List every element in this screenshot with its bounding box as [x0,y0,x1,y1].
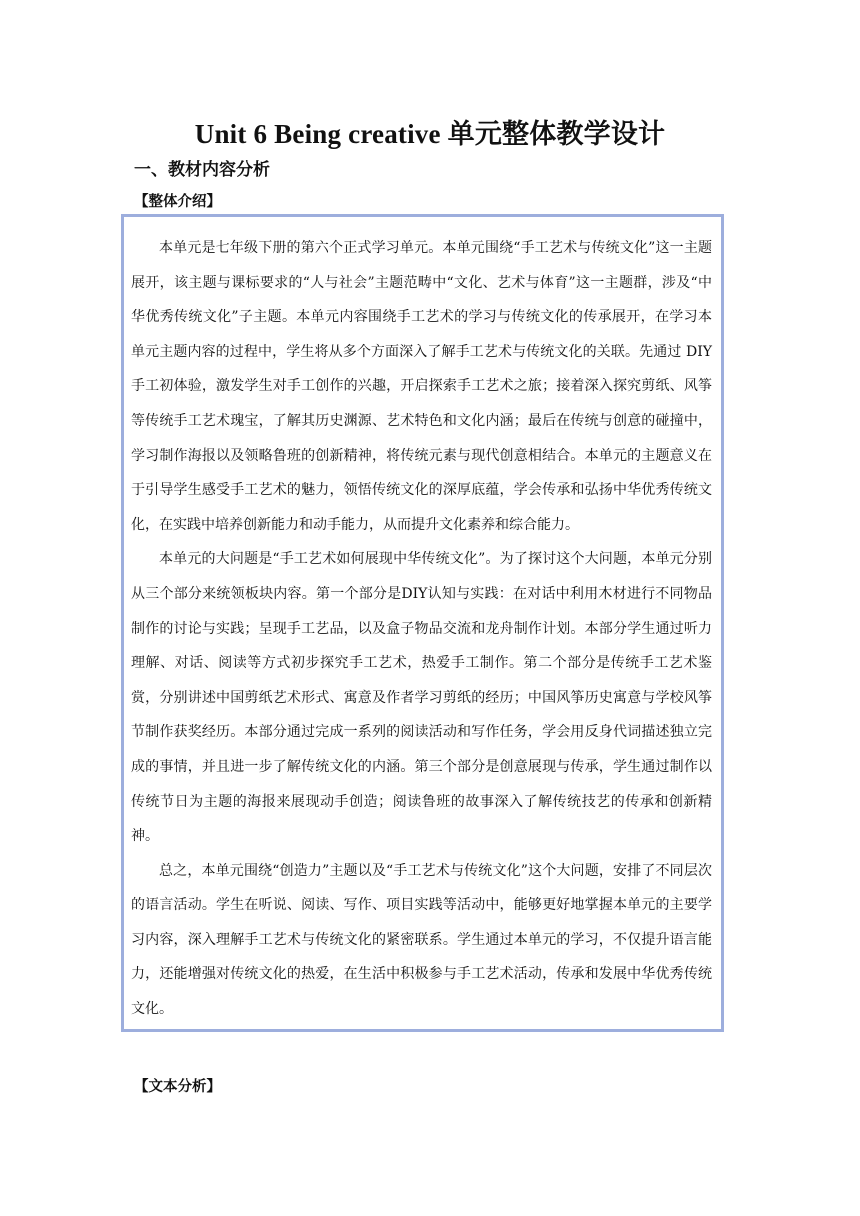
text-analysis-heading: 【文本分析】 [134,1079,221,1095]
overview-text-box [121,214,724,1032]
overview-paragraph-3: 总之，本单元围绕“创造力”主题以及“手工艺术与传统文化”这个大问题，安排了不同层次的语言活动。学生在听说、阅读、写作、项目实践等活动中，能够更好地掌握本单元的主要学习内容，深入理解手工艺术与传统文化的紧密联系。学生通过本单元的学习，不仅提升语言能力，还能增强对传统文化的热爱，在生活中积极参与手工艺术活动，传承和发展中华优秀传统文化。 [131,862,712,1018]
page-title: Unit 6 Being creative 单元整体教学设计 [194,119,666,149]
overview-heading: 【整体介绍】 [134,194,221,210]
overview-paragraph-1: 本单元是七年级下册的第六个正式学习单元。本单元围绕“手工艺术与传统文化”这一主题展开，该主题与课标要求的“人与社会”主题范畴中“文化、艺术与体育”这一主题群，涉及“中华优秀传统文化”子主题。本单元内容围绕手工艺术的学习与传统文化的传承展开，在学习本单元主题内容的过程中，学生将从多个方面深入了解手工艺术与传统文化的关联。先通过 DIY 手工初体验，激发学生对手工创作的兴趣，开启探索手工艺术之旅；接着深入探究剪纸、风筝等传统手工艺术瑰宝，了解其历史渊源、艺术特色和文化内涵；最后在传统与创意的碰撞中，学习制作海报以及领略鲁班的创新精神，将传统元素与现代创意相结合。本单元的主题意义在于引导学生感受手工艺术的魅力，领悟传统文化的深厚底蕴，学会传承和弘扬中华优秀传统文化，在实践中培养创新能力和动手能力，从而提升文化素养和综合能力。 [131,240,712,533]
overview-paragraph-2: 本单元的大问题是“手工艺术如何展现中华传统文化”。为了探讨这个大问题，本单元分别从三个部分来统领板块内容。第一个部分是DIY认知与实践：在对话中利用木材进行不同物品制作的讨论与实践；呈现手工艺品，以及盒子物品交流和龙舟制作计划。本部分学生通过听力理解、对话、阅读等方式初步探究手工艺术，热爱手工制作。第二个部分是传统手工艺术鉴赏，分别讲述中国剪纸艺术形式、寓意及作者学习剪纸的经历；中国风筝历史寓意与学校风筝节制作获奖经历。本部分通过完成一系列的阅读活动和写作任务，学会用反身代词描述独立完成的事情，并且进一步了解传统文化的内涵。第三个部分是创意展现与传承，学生通过制作以传统节日为主题的海报来展现动手创造；阅读鲁班的故事深入了解传统技艺的传承和创新精神。 [131,551,712,845]
section-heading: 一、教材内容分析 [134,160,270,180]
